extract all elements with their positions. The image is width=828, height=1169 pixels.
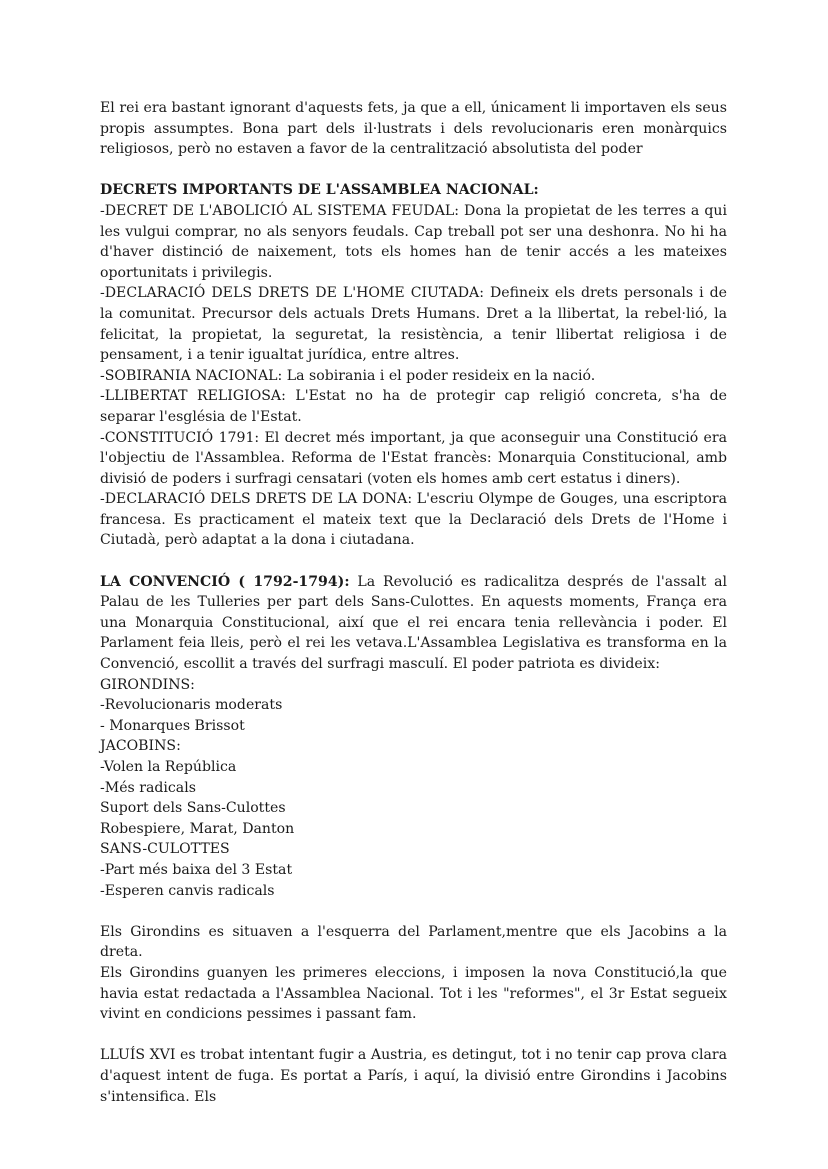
list-item: -Revolucionaris moderats [100,697,283,714]
spacer [100,160,727,181]
decret-drets-home: -DECLARACIÓ DELS DRETS DE L'HOME CIUTADA: Defineix els drets personals i de la comunitat. Precursor dels actuals Drets Humans. Dret a la llibertat, la rebel·lió, la felicitat, la propietat, la seguretat, la resistència, a tenir llibertat religiosa i de pensament, i a tenir igualtat jurídica, entre altres. [100,285,727,364]
decret-abolicio-feudal: -DECRET DE L'ABOLICIÓ AL SISTEMA FEUDAL: Dona la propietat de les terres a qui les vulgui comprar, no als senyors feudals. Cap treball pot ser una deshonra. No hi ha d'haver distinció de naixement, tots els homes han de tenir accés a les mateixes oportunitats i privilegis. [100,202,727,281]
decret-drets-dona: -DECLARACIÓ DELS DRETS DE LA DONA: L'escriu Olympe de Gouges, una escriptora francesa. Es practicament el mateix text que la Declaració dels Drets de l'Home i Ciutadà, però adaptat a la dona i ciutadana. [100,491,727,549]
list-item: Suport dels Sans-Culottes [100,800,286,817]
girondins-position: Els Girondins es situaven a l'esquerra del Parlament,mentre que els Jacobins a la dreta. [100,923,727,961]
convencio-heading: LA CONVENCIÓ ( 1792-1794): [100,573,350,590]
decret-constitucio-1791: -CONSTITUCIÓ 1791: El decret més important, ja que aconseguir una Constitució era l'objectiu de l'Assamblea. Reforma de l'Estat francès: Monarquia Constitucional, amb divisió de poders i surfragi censatari (voten els homes amb cert estatus i diners). [100,429,727,487]
convencio-paragraph [100,572,727,675]
list-item: -Més radicals [100,779,196,796]
list-item: -Volen la República [100,759,237,775]
intro-paragraph: El rei era bastant ignorant d'aquests fets, ja que a ell, únicament li importaven els seus propis assumptes. Bona part dels il·lustrats i dels revolucionaris eren monàrquics religiosos, però no estaven a favor de la centralització absolutista del poder [100,100,727,158]
decrets-heading: DECRETS IMPORTANTS DE L'ASSAMBLEA NACIONAL: [100,182,539,199]
spacer [100,551,727,572]
decret-sobirania-nacional: -SOBIRANIA NACIONAL: La sobirania i el poder resideix en la nació. [100,367,596,384]
decret-llibertat-religiosa: -LLIBERTAT RELIGIOSA: L'Estat no ha de protegir cap religió concreta, s'ha de separar l'església de l'Estat. [100,388,727,425]
spacer [100,1025,727,1046]
list-item: -Part més baixa del 3 Estat [100,861,293,878]
list-item: Robespiere, Marat, Danton [100,820,295,837]
convencio-text: La Revolució es radicalitza després de l'assalt al Palau de les Tulleries per part dels Sans-Culottes. En aquests moments, França era una Monarquia Constitucional, així que el rei encara tenia rellevància i poder. El Parlament feia lleis, però el rei les vetava.L'Assamblea Legislativa es transforma en la Convenció, escollit a través del surfragi masculí. El poder patriota es divideix: [100,573,727,673]
list-item: GIRONDINS: [100,676,195,693]
spacer [100,901,727,922]
list-item: - Monarques Brissot [100,717,245,734]
document-page [100,98,727,1107]
lluis-paragraph: LLUÍS XVI es trobat intentant fugir a Austria, es detingut, tot i no tenir cap prova clara d'aquest intent de fuga. Es portat a París, i aquí, la divisió entre Girondins i Jacobins s'intensifica. Els [100,1047,727,1105]
list-item: -Esperen canvis radicals [100,882,275,899]
list-item: JACOBINS: [100,738,181,755]
girondins-elections: Els Girondins guanyen les primeres eleccions, i imposen la nova Constitució,la que havia estat redactada a l'Assamblea Nacional. Tot i les "reformes", el 3r Estat segueix vivint en condicions pessimes i passant fam. [100,964,727,1023]
list-item: SANS-CULOTTES [100,841,230,858]
